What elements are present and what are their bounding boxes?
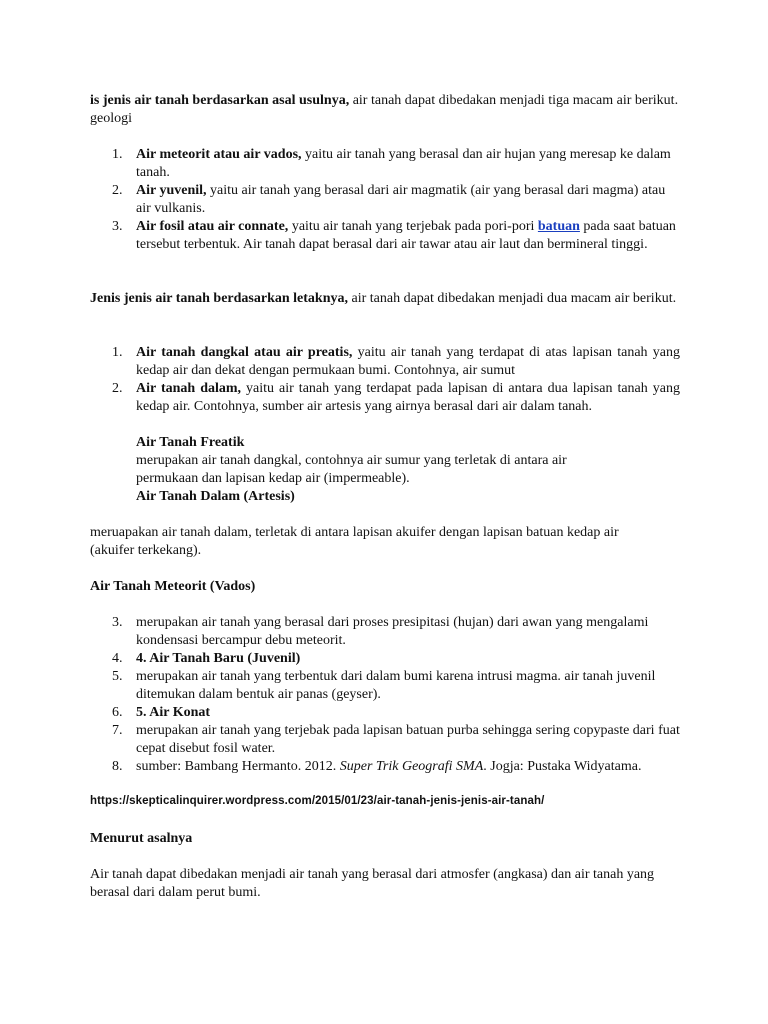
- list-item-bold: Air tanah dalam,: [136, 381, 242, 396]
- list-number: 3.: [112, 615, 123, 630]
- list-number: 5.: [112, 669, 123, 684]
- list-item-text: merupakan air tanah yang terjebak pada lapisan batuan purba sehingga sering copypaste dari fuat cepat disebut fosil water.: [136, 723, 680, 756]
- asal-heading-text: Menurut asalnya: [90, 831, 193, 846]
- list-number: 2.: [112, 183, 123, 198]
- list-item: [90, 218, 680, 254]
- list-item-text: merupakan air tanah yang berasal dari proses presipitasi (hujan) dari awan yang mengalami kondensasi bercampur debu meteorit.: [136, 615, 649, 648]
- list-item: [90, 614, 680, 650]
- intro-text: air tanah dapat dibedakan menjadi tiga macam air berikut. geologi: [90, 93, 679, 126]
- list-item: [90, 182, 680, 218]
- list-number: 6.: [112, 705, 123, 720]
- asal-paragraph: Air tanah dapat dibedakan menjadi air tanah yang berasal dari atmosfer (angkasa) dan air tanah yang berasal dari dalam perut bumi.: [90, 867, 655, 900]
- list-item-text: yaitu air tanah yang terdapat pada lapisan di antara dua lapisan tanah yang kedap air. Contohnya, sumber air artesis yang airnya berasal dari air dalam tanah.: [136, 381, 680, 414]
- intro-bold: is jenis air tanah berdasarkan asal usulnya,: [90, 93, 350, 108]
- list-item: [90, 380, 680, 416]
- list-number: 8.: [112, 759, 123, 774]
- list-item-bold: Air tanah dangkal atau air preatis,: [136, 345, 353, 360]
- source-url: https://skepticalinquirer.wordpress.com/2015/01/23/air-tanah-jenis-jenis-air-tanah/: [90, 795, 545, 807]
- list-item: [90, 146, 680, 182]
- list-item-text: pada saat batuan tersebut terbentuk. Air tanah dapat berasal dari air tawar atau air laut dan bermineral tinggi.: [136, 219, 676, 252]
- freatik-heading: Air Tanah Freatik: [136, 435, 245, 450]
- list-number: 2.: [112, 381, 123, 396]
- freatik-block: [136, 434, 606, 506]
- list-item: [90, 650, 680, 668]
- asal-heading: [90, 830, 680, 848]
- list-item-text: . Jogja: Pustaka Widyatama.: [483, 759, 642, 774]
- list-number: 1.: [112, 345, 123, 360]
- location-paragraph: [90, 290, 680, 308]
- list-item-text: yaitu air tanah yang terdapat di atas lapisan tanah yang kedap air dan dekat dengan permukaan bumi. Contohnya, air sumut: [136, 345, 681, 378]
- list-item-text: yaitu air tanah yang berasal dan air hujan yang meresap ke dalam tanah.: [136, 147, 671, 180]
- list-item: [90, 758, 680, 776]
- artesis-paragraph: meruapakan air tanah dalam, terletak di antara lapisan akuifer dengan lapisan batuan kedap air (akuifer terkekang).: [90, 525, 619, 558]
- book-title: Super Trik Geografi SMA: [339, 759, 484, 774]
- origin-list: [90, 146, 680, 254]
- list-number: 1.: [112, 147, 123, 162]
- intro-paragraph: [90, 92, 680, 128]
- batuan-link[interactable]: batuan: [537, 219, 580, 234]
- meteorit-heading-text: Air Tanah Meteorit (Vados): [90, 579, 256, 594]
- list-item-bold: 4. Air Tanah Baru (Juvenil): [136, 651, 301, 666]
- types-list: [90, 614, 680, 776]
- list-item-bold: 5. Air Konat: [136, 705, 211, 720]
- list-item: [90, 704, 680, 722]
- location-text: air tanah dapat dibedakan menjadi dua macam air berikut.: [348, 291, 677, 306]
- list-item-bold: Air yuvenil,: [136, 183, 207, 198]
- list-item-text: sumber: Bambang Hermanto. 2012.: [136, 759, 340, 774]
- freatik-text: merupakan air tanah dangkal, contohnya air sumur yang terletak di antara air permukaan dan lapisan kedap air (impermeable).: [136, 453, 567, 486]
- list-item: [90, 722, 680, 758]
- list-number: 3.: [112, 219, 123, 234]
- list-item-text: yaitu air tanah yang berasal dari air magmatik (air yang berasal dari magma) atau air vulkanis.: [136, 183, 666, 216]
- list-item: [90, 344, 680, 380]
- meteorit-heading: [90, 578, 680, 596]
- list-number: 4.: [112, 651, 123, 666]
- location-list: [90, 344, 680, 416]
- list-item-bold: Air meteorit atau air vados,: [136, 147, 302, 162]
- list-number: 7.: [112, 723, 123, 738]
- artesis-heading: Air Tanah Dalam (Artesis): [136, 489, 295, 504]
- location-bold: Jenis jenis air tanah berdasarkan letaknya,: [90, 291, 348, 306]
- source-url-paragraph: [90, 792, 680, 810]
- list-item-bold: Air fosil atau air connate,: [136, 219, 289, 234]
- list-item: [90, 668, 680, 704]
- list-item-text: merupakan air tanah yang terbentuk dari dalam bumi karena intrusi magma. air tanah juvenil ditemukan dalam bentuk air panas (geyser).: [136, 669, 656, 702]
- list-item-text: yaitu air tanah yang terjebak pada pori-pori: [288, 219, 538, 234]
